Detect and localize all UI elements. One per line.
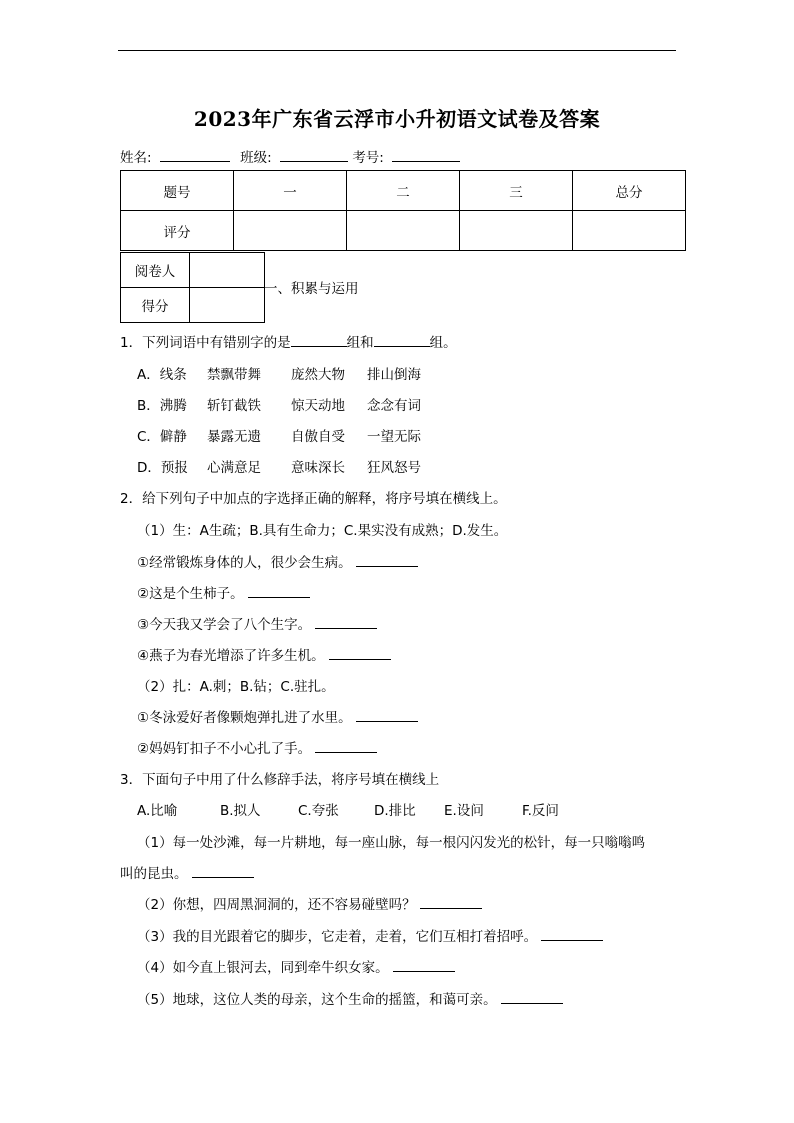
option-word: D．预报 [137,460,188,476]
answer-blank[interactable] [329,646,391,660]
header-rule [118,50,676,51]
score-table-score-row [121,211,686,251]
q2-sentence [137,644,391,664]
answer-blank[interactable] [541,927,603,941]
score-table-header-row [121,171,686,211]
option-word: C．僻静 [137,429,187,445]
reader-cell[interactable] [190,253,265,288]
option-word: 一望无际 [367,429,421,445]
rhetoric-option: B.拟人 [220,803,261,819]
option-word: 惊天动地 [291,398,345,414]
answer-blank[interactable] [501,990,563,1004]
rhetoric-option: D.排比 [374,803,416,819]
rhetoric-option: F.反问 [522,803,559,819]
section-title: 一、积累与运用 [264,281,359,297]
option-word: 心满意足 [207,460,261,476]
sentence-text: ①冬泳爱好者像颗炮弹扎进了水里。 [137,710,352,726]
score-header-cell: 二 [347,171,460,211]
score-label: 得分 [121,288,190,323]
score-cell[interactable] [573,211,686,251]
q2-part-2: （2）扎：A.刺；B.钻；C.驻扎。 [137,679,335,695]
q1-option-d [137,456,421,476]
q2-sentence [137,551,418,571]
option-word: 斩钉截铁 [207,398,261,414]
answer-blank[interactable] [192,864,254,878]
sentence-text: ④燕子为春光增添了许多生机。 [137,648,325,664]
answer-blank[interactable] [356,708,418,722]
sentence-text: （3）我的目光跟着它的脚步，它走着，走着，它们互相打着招呼。 [137,929,538,945]
option-word: 排山倒海 [367,367,421,383]
option-word: B．沸腾 [137,398,187,414]
score-header-cell: 三 [460,171,573,211]
option-word: 暴露无遗 [207,429,261,445]
name-label: 姓名: [120,150,152,166]
q3-item-4 [137,956,455,976]
q2-sentence [137,737,377,757]
q2-sentence [137,706,418,726]
id-label: 考号: [352,150,384,166]
answer-blank[interactable] [420,895,482,909]
question-2-stem: 2．给下列句子中加点的字选择正确的解释，将序号填在横线上。 [120,491,507,507]
q3-item-2 [137,893,482,913]
q1-option-a [137,363,421,383]
q1-prefix: 1．下列词语中有错别字的是 [120,335,291,351]
sentence-text: （2）你想，四周黑洞洞的，还不容易碰壁吗？ [137,897,416,913]
score-header-cell: 题号 [121,171,234,211]
answer-blank[interactable] [291,333,347,347]
score-header-cell: 总分 [573,171,686,211]
score-value-cell[interactable] [190,288,265,323]
q3-item-5 [137,988,563,1008]
score-cell[interactable] [347,211,460,251]
q1-option-b [137,394,421,414]
student-info-line [120,146,460,166]
q2-sentence [137,582,310,602]
q3-item-1-cont [120,862,254,882]
id-field[interactable] [392,147,460,162]
answer-blank[interactable] [248,584,310,598]
answer-blank[interactable] [315,615,377,629]
page-title: 2023年广东省云浮市小升初语文试卷及答案 [193,107,601,131]
q2-sentence [137,613,377,633]
option-word: 庞然大物 [291,367,345,383]
rhetoric-option: A.比喻 [137,803,178,819]
sentence-text: （4）如今直上银河去，同到牵牛织女家。 [137,960,389,976]
sentence-text: （5）地球，这位人类的母亲，这个生命的摇篮，和蔼可亲。 [137,992,497,1008]
option-word: 狂风怒号 [367,460,421,476]
q3-options [137,799,559,819]
answer-blank[interactable] [356,553,418,567]
sentence-text: 叫的昆虫。 [120,866,188,882]
option-word: 念念有词 [367,398,421,414]
class-field[interactable] [280,147,348,162]
name-field[interactable] [160,147,230,162]
sentence-text: ③今天我又学会了八个生字。 [137,617,312,633]
question-1-stem [120,331,457,351]
score-header-cell: 一 [234,171,347,211]
answer-blank[interactable] [315,739,377,753]
answer-blank[interactable] [393,958,455,972]
option-word: 禁飘带舞 [207,367,261,383]
rhetoric-option: E.设问 [444,803,484,819]
q3-item-1: （1）每一处沙滩，每一片耕地，每一座山脉，每一根闪闪发光的松针，每一只嗡嗡鸣 [137,835,646,851]
q2-part-1: （1）生：A生疏；B.具有生命力；C.果实没有成熟；D.发生。 [137,523,508,539]
q1-mid: 组和 [346,335,374,351]
q1-option-c [137,425,421,445]
sentence-text: ①经常锻炼身体的人，很少会生病。 [137,555,352,571]
rhetoric-option: C.夸张 [298,803,339,819]
answer-blank[interactable] [374,333,430,347]
sentence-text: ②妈妈钉扣子不小心扎了手。 [137,741,312,757]
score-cell[interactable] [460,211,573,251]
score-table [120,170,686,251]
question-3-stem: 3．下面句子中用了什么修辞手法，将序号填在横线上 [120,772,440,788]
score-cell[interactable] [234,211,347,251]
score-row-label: 评分 [121,211,234,251]
option-word: 自傲自受 [291,429,345,445]
q1-suffix: 组。 [429,335,457,351]
sentence-text: ②这是个生柿子。 [137,586,244,602]
reader-label: 阅卷人 [121,253,190,288]
option-word: 意味深长 [291,460,345,476]
reader-table [120,252,265,323]
q3-item-3 [137,925,603,945]
class-label: 班级: [240,150,272,166]
option-word: A．线条 [137,367,187,383]
